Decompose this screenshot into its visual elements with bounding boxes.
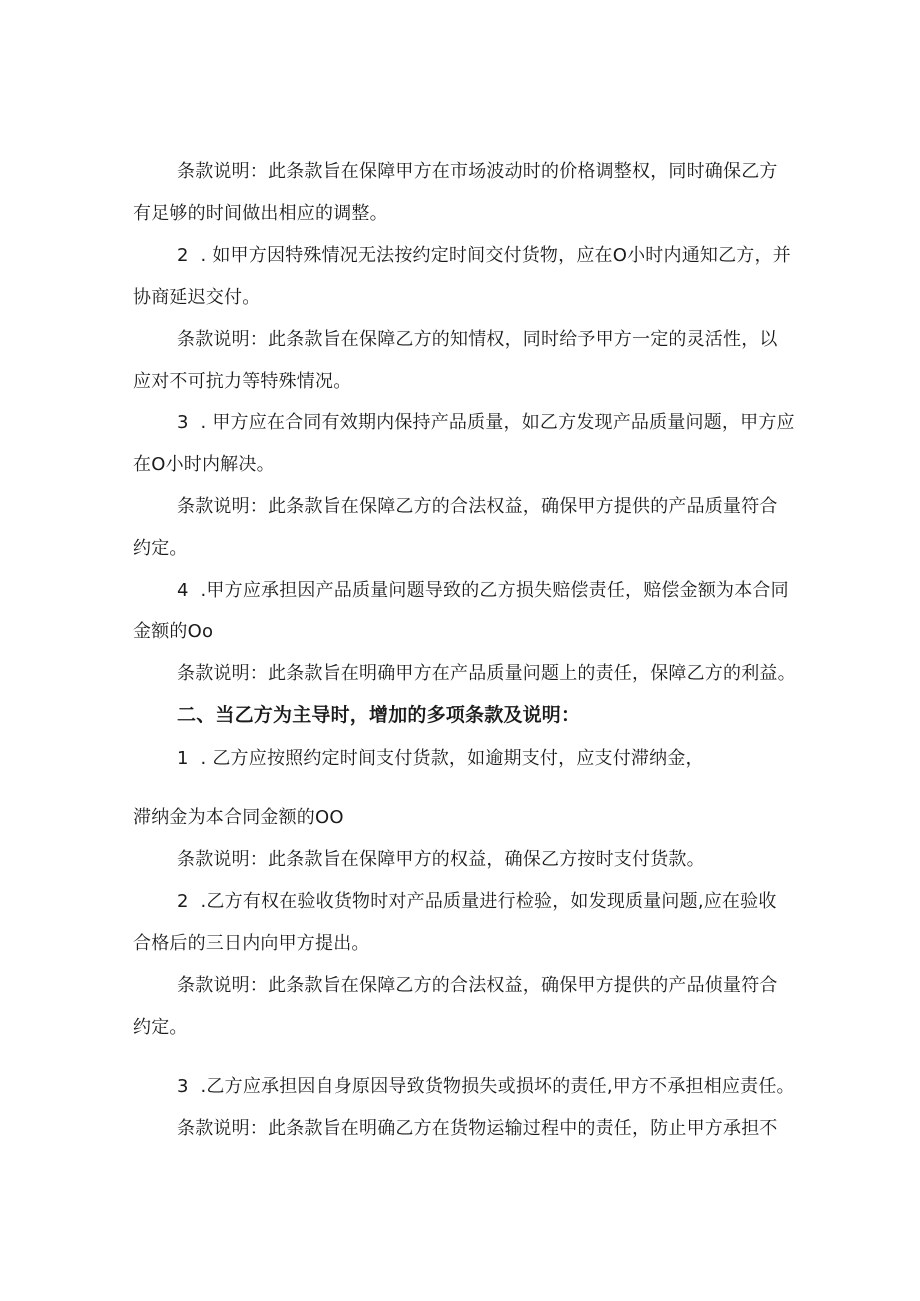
clause-note-b-2-cont: 约定。 (133, 1017, 188, 1038)
clause-a-3-cont: 在O小时内解决。 (133, 454, 275, 475)
clause-note-b-2: 条款说明：此条款旨在保障乙方的合法权益，确保甲方提供的产品侦量符合 (177, 975, 778, 996)
clause-note-b-3: 条款说明：此条款旨在明确乙方在货物运输过程中的责任，防止甲方承担不 (177, 1118, 778, 1139)
clause-b-3: 3 .乙方应承担因自身原因导致货物损失或损坏的责任,甲方不承担相应责任。 (177, 1076, 795, 1097)
clause-a-3: 3 . 甲方应在合同有效期内保持产品质量，如乙方发现产品质量问题，甲方应 (177, 412, 795, 433)
clause-note-a-4: 条款说明：此条款旨在明确甲方在产品质量问题上的责任，保障乙方的利益。 (177, 663, 796, 684)
clause-b-1: 1 . 乙方应按照约定时间支付货款，如逾期支付，应支付滞纳金， (177, 748, 704, 769)
clause-note-a-2: 条款说明：此条款旨在保障乙方的知情权，同时给予甲方一定的灵活性，以 (177, 329, 778, 350)
clause-a-2-cont: 协商延迟交付。 (133, 287, 261, 308)
clause-b-2: 2 .乙方有权在验收货物时对产品质量进行检验，如发现质量问题,应在验收 (177, 891, 777, 912)
clause-b-2-cont: 合格后的三日内向甲方提出。 (133, 933, 370, 954)
clause-note-a-2-cont: 应对不可抗力等特殊情况。 (133, 371, 352, 392)
clause-a-2: 2 . 如甲方因特殊情况无法按约定时间交付货物，应在O小时内通知乙方，并 (177, 245, 791, 266)
clause-a-4: 4 .甲方应承担因产品质量问题导致的乙方损失赔偿责任，赔偿金额为本合同 (177, 580, 789, 601)
clause-note-b-1: 条款说明：此条款旨在保障甲方的权益，确保乙方按时支付货款。 (177, 849, 705, 870)
clause-note-a-3: 条款说明：此条款旨在保障乙方的合法权益，确保甲方提供的产品质量符合 (177, 496, 778, 517)
clause-note-a-3-cont: 约定。 (133, 538, 188, 559)
section-heading-party-b: 二、当乙方为主导时，增加的多项条款及说明： (177, 704, 581, 726)
clause-note-price-adjustment: 条款说明：此条款旨在保障甲方在市场波动时的价格调整权，同时确保乙方 (177, 161, 778, 182)
clause-note-price-adjustment-cont: 有足够的时间做出相应的调整。 (133, 203, 388, 224)
clause-a-4-cont: 金额的Oo (133, 621, 214, 642)
clause-b-1-cont: 滞纳金为本合同金额的OO (133, 807, 344, 828)
